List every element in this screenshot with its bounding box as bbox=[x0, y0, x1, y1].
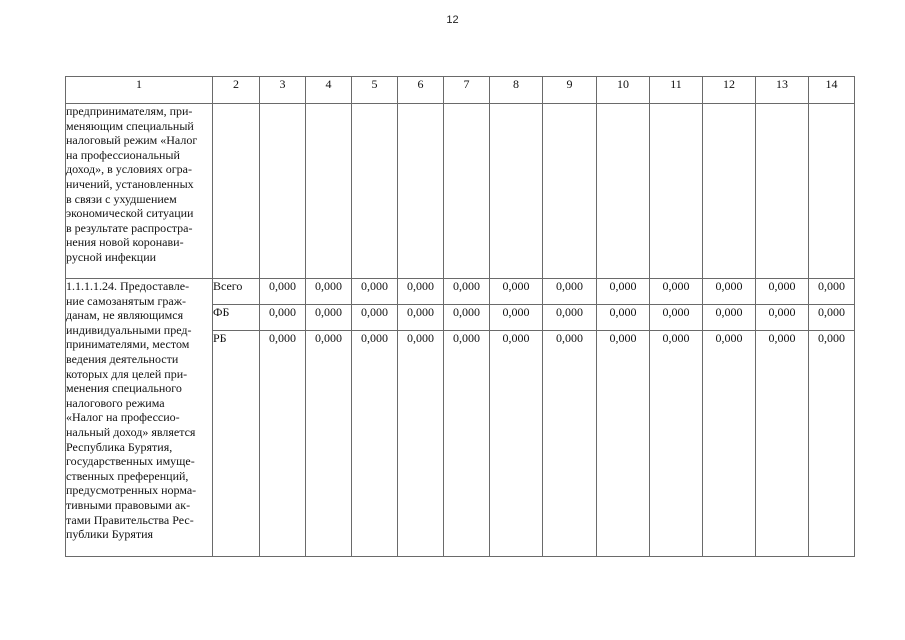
description-line: Республика Бурятия, bbox=[66, 439, 173, 454]
description-line: менения специального bbox=[66, 381, 182, 396]
header-row bbox=[66, 77, 855, 104]
column-header: 7 bbox=[444, 77, 490, 104]
description-line: ведения деятельности bbox=[66, 351, 179, 366]
value-cell: 0,000 bbox=[756, 279, 809, 305]
empty-cell bbox=[756, 104, 809, 279]
column-header: 11 bbox=[650, 77, 703, 104]
empty-cell bbox=[809, 104, 855, 279]
description-line: ственных преференций, bbox=[66, 468, 189, 483]
value-cell: 0,000 bbox=[809, 331, 855, 557]
empty-cell bbox=[490, 104, 543, 279]
value-cell: 0,000 bbox=[398, 305, 444, 331]
value-cell: 0,000 bbox=[352, 305, 398, 331]
value-cell: 0,000 bbox=[306, 305, 352, 331]
description-line: тами Правительства Рес- bbox=[66, 512, 194, 527]
column-header: 13 bbox=[756, 77, 809, 104]
value-cell: 0,000 bbox=[444, 279, 490, 305]
funding-source: РБ bbox=[213, 331, 260, 557]
page-number: 12 bbox=[446, 14, 459, 26]
value-cell: 0,000 bbox=[543, 279, 597, 305]
budget-table bbox=[65, 76, 855, 557]
empty-cell bbox=[352, 104, 398, 279]
description-line: «Налог на профессио- bbox=[66, 410, 180, 425]
value-cell: 0,000 bbox=[444, 305, 490, 331]
value-cell: 0,000 bbox=[703, 279, 756, 305]
column-header: 3 bbox=[260, 77, 306, 104]
empty-cell bbox=[597, 104, 650, 279]
description-line: русной инфекции bbox=[66, 249, 157, 264]
description-line: экономической ситуации bbox=[66, 206, 194, 221]
value-cell: 0,000 bbox=[809, 305, 855, 331]
description-line: нальный доход» является bbox=[66, 424, 196, 439]
value-cell: 0,000 bbox=[490, 305, 543, 331]
measure-description bbox=[66, 279, 213, 557]
column-header: 10 bbox=[597, 77, 650, 104]
description-line: налоговый режим «Налог bbox=[66, 133, 198, 148]
value-cell: 0,000 bbox=[352, 279, 398, 305]
description-line: которых для целей при- bbox=[66, 366, 188, 381]
funding-source: Всего bbox=[213, 279, 260, 305]
value-cell: 0,000 bbox=[597, 279, 650, 305]
value-cell: 0,000 bbox=[260, 305, 306, 331]
column-header: 4 bbox=[306, 77, 352, 104]
column-header: 2 bbox=[213, 77, 260, 104]
description-line: индивидуальными пред- bbox=[66, 322, 192, 337]
description-line: государственных имуще- bbox=[66, 454, 195, 469]
value-cell: 0,000 bbox=[352, 331, 398, 557]
empty-cell bbox=[650, 104, 703, 279]
description-line: доход», в условиях огра- bbox=[66, 162, 192, 177]
empty-cell bbox=[260, 104, 306, 279]
value-cell: 0,000 bbox=[597, 331, 650, 557]
value-cell: 0,000 bbox=[543, 331, 597, 557]
description-line: ние самозанятым граж- bbox=[66, 293, 187, 308]
description-line: в результате распростра- bbox=[66, 220, 193, 235]
table-row-total bbox=[66, 279, 855, 305]
value-cell: 0,000 bbox=[809, 279, 855, 305]
description-line: 1.1.1.1.24. Предоставле- bbox=[66, 279, 190, 293]
value-cell: 0,000 bbox=[306, 279, 352, 305]
value-cell: 0,000 bbox=[650, 279, 703, 305]
description-line: ничений, установленных bbox=[66, 176, 194, 191]
value-cell: 0,000 bbox=[260, 279, 306, 305]
column-header: 5 bbox=[352, 77, 398, 104]
value-cell: 0,000 bbox=[650, 305, 703, 331]
column-header: 8 bbox=[490, 77, 543, 104]
continuation-description bbox=[66, 104, 213, 279]
funding-source: ФБ bbox=[213, 305, 260, 331]
description-line: в связи с ухудшением bbox=[66, 191, 177, 206]
value-cell: 0,000 bbox=[306, 331, 352, 557]
description-line: налогового режима bbox=[66, 395, 165, 410]
value-cell: 0,000 bbox=[398, 279, 444, 305]
description-line: публики Бурятия bbox=[66, 527, 154, 542]
value-cell: 0,000 bbox=[444, 331, 490, 557]
value-cell: 0,000 bbox=[703, 305, 756, 331]
description-line: на профессиональный bbox=[66, 147, 180, 162]
value-cell: 0,000 bbox=[490, 331, 543, 557]
empty-cell bbox=[703, 104, 756, 279]
description-line: данам, не являющимся bbox=[66, 308, 184, 323]
column-header: 9 bbox=[543, 77, 597, 104]
value-cell: 0,000 bbox=[260, 331, 306, 557]
description-line: меняющим специальный bbox=[66, 118, 194, 133]
empty-cell bbox=[306, 104, 352, 279]
value-cell: 0,000 bbox=[756, 331, 809, 557]
description-line: принимателями, местом bbox=[66, 337, 190, 352]
column-header: 6 bbox=[398, 77, 444, 104]
description-line: тивными правовыми ак- bbox=[66, 497, 191, 512]
description-line: предусмотренных норма- bbox=[66, 483, 197, 498]
column-header: 14 bbox=[809, 77, 855, 104]
value-cell: 0,000 bbox=[756, 305, 809, 331]
value-cell: 0,000 bbox=[703, 331, 756, 557]
empty-cell bbox=[213, 104, 260, 279]
column-header: 12 bbox=[703, 77, 756, 104]
description-line: нения новой коронави- bbox=[66, 235, 184, 250]
value-cell: 0,000 bbox=[543, 305, 597, 331]
description-line: предпринимателям, при- bbox=[66, 104, 193, 118]
value-cell: 0,000 bbox=[398, 331, 444, 557]
column-header: 1 bbox=[66, 77, 213, 104]
continuation-row bbox=[66, 104, 855, 279]
empty-cell bbox=[543, 104, 597, 279]
empty-cell bbox=[398, 104, 444, 279]
value-cell: 0,000 bbox=[650, 331, 703, 557]
value-cell: 0,000 bbox=[597, 305, 650, 331]
value-cell: 0,000 bbox=[490, 279, 543, 305]
empty-cell bbox=[444, 104, 490, 279]
